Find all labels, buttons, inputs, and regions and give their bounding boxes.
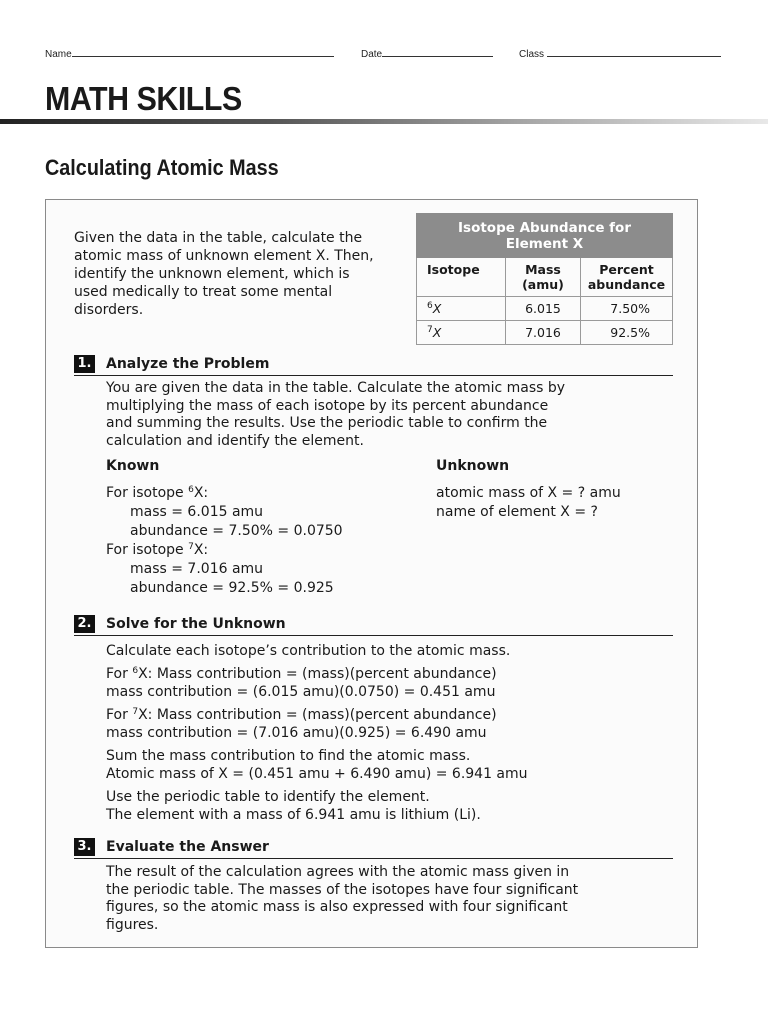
class-blank — [547, 47, 721, 57]
name-field — [45, 47, 334, 60]
table-caption-line1: Isotope Abundance for — [458, 219, 631, 236]
evaluate-text: The result of the calculation agrees with the atomic mass given in the periodic table. The masses of the isotopes have four significant figures, so the atomic mass is also expressed with four significant figures. — [106, 864, 579, 933]
step-title: Evaluate the Answer — [106, 839, 269, 855]
known-list — [106, 484, 406, 598]
percent-cell: 7.50% — [581, 297, 673, 321]
percent-cell: 92.5% — [581, 321, 673, 345]
step-title: Analyze the Problem — [106, 356, 270, 372]
date-field — [361, 47, 493, 60]
solve-line: For $^7$X: Mass contribution = (mass)(percent abundance) — [106, 707, 497, 723]
step-solve-header — [74, 615, 673, 636]
step-number: 2. — [74, 615, 95, 633]
known-iso7: For isotope $^7$X: — [106, 542, 209, 558]
known-iso7-abundance: abundance = 92.5% = 0.925 — [130, 580, 334, 596]
known-iso7-mass: mass = 7.016 amu — [130, 561, 264, 577]
isotope-cell: $^6$X — [417, 297, 506, 321]
analyze-text: You are given the data in the table. Calculate the atomic mass by multiplying the mass of each isotope by its percent abundance and summing the results. Use the periodic table to confirm the calculation and identify the element. — [106, 380, 566, 449]
known-label: Known — [106, 458, 160, 474]
page-banner: MATH SKILLS — [45, 80, 242, 117]
solve-line: Sum the mass contribution to find the atomic mass. — [106, 748, 471, 764]
unknown-element-name: name of element X = ? — [436, 504, 598, 520]
unknown-atomic-mass: atomic mass of X = ? amu — [436, 485, 621, 501]
col-header-mass: Mass (amu) — [506, 258, 581, 297]
known-iso6-mass: mass = 6.015 amu — [130, 504, 264, 520]
mass-cell: 6.015 — [506, 297, 581, 321]
col-header-percent: Percent abundance — [581, 258, 673, 297]
table-row — [417, 297, 673, 321]
name-blank — [72, 47, 334, 57]
step-number: 3. — [74, 838, 95, 856]
isotope-table — [416, 213, 673, 345]
intro-text: Given the data in the table, calculate the atomic mass of unknown element X. Then, identify the unknown element, which is used medically to treat some mental disorders. — [74, 230, 374, 318]
solve-line: Use the periodic table to identify the element. — [106, 789, 430, 805]
table-row — [417, 321, 673, 345]
solve-line: mass contribution = (6.015 amu)(0.0750) = 0.451 amu — [106, 684, 496, 700]
solve-line: mass contribution = (7.016 amu)(0.925) = 6.490 amu — [106, 725, 487, 741]
table-caption — [417, 214, 673, 258]
banner-rule — [0, 119, 768, 124]
class-label: Class — [519, 49, 545, 60]
step-title: Solve for the Unknown — [106, 616, 286, 632]
solve-text — [106, 642, 666, 824]
class-field — [519, 47, 721, 60]
isotope-cell: $^7$X — [417, 321, 506, 345]
unknown-list — [436, 484, 673, 522]
solve-line: Calculate each isotope’s contribution to the atomic mass. — [106, 643, 511, 659]
known-iso6-abundance: abundance = 7.50% = 0.0750 — [130, 523, 343, 539]
table-caption-line2: Element X — [505, 235, 584, 252]
unknown-label: Unknown — [436, 458, 510, 474]
known-iso6: For isotope $^6$X: — [106, 485, 209, 501]
col-header-isotope: Isotope — [417, 258, 506, 297]
step-evaluate-header — [74, 838, 673, 859]
page-title: Calculating Atomic Mass — [45, 155, 279, 180]
step-number: 1. — [74, 355, 95, 373]
solve-line: For $^6$X: Mass contribution = (mass)(percent abundance) — [106, 666, 497, 682]
date-blank — [382, 47, 493, 57]
mass-cell: 7.016 — [506, 321, 581, 345]
solve-line: The element with a mass of 6.941 amu is lithium (Li). — [106, 807, 481, 823]
name-label: Name — [45, 49, 72, 60]
date-label: Date — [361, 49, 383, 60]
step-analyze-header — [74, 355, 673, 376]
solve-line: Atomic mass of X = (0.451 amu + 6.490 amu) = 6.941 amu — [106, 766, 528, 782]
